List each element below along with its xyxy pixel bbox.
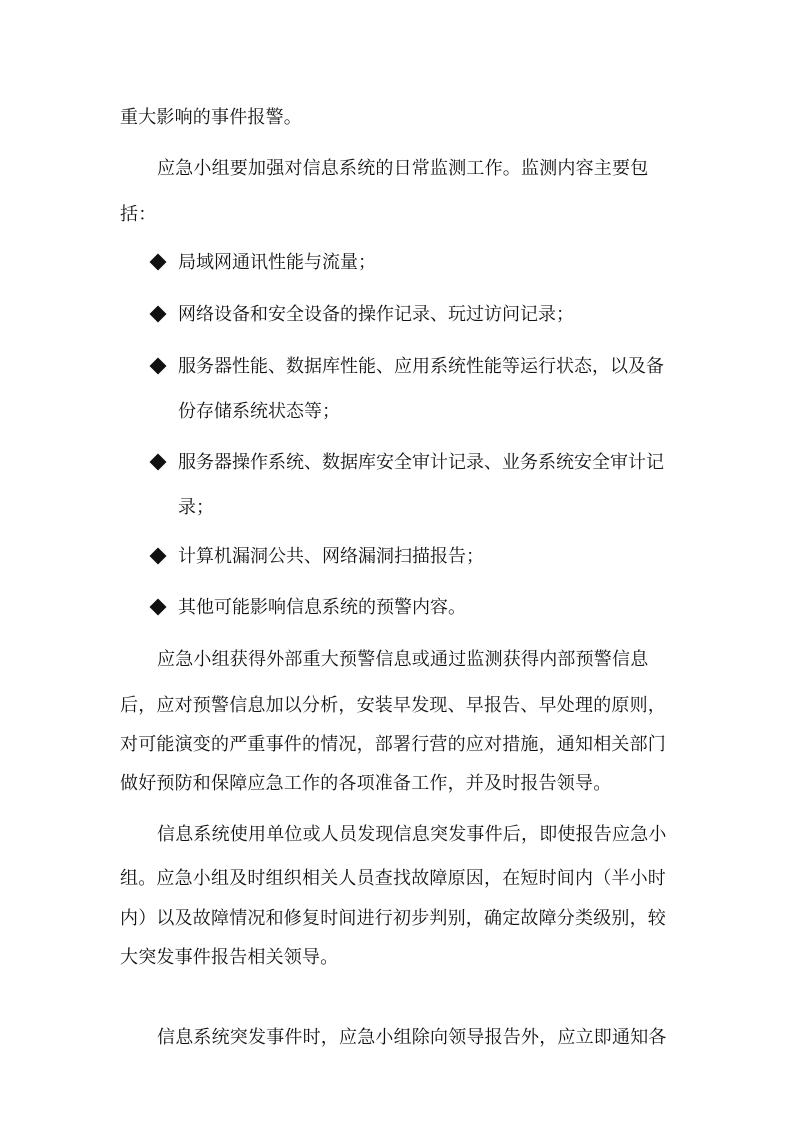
list-item-text: 服务器操作系统、数据库安全审计记录、业务系统安全审计记 [178, 452, 664, 473]
diamond-bullet-icon [150, 548, 167, 565]
list-item-continuation: 份存储系统状态等； [178, 401, 340, 422]
paragraph-line: 应急小组要加强对信息系统的日常监测工作。监测内容主要包 [157, 158, 649, 179]
paragraph-line: 括： [120, 204, 157, 225]
paragraph-line: 组。应急小组及时组织相关人员查找故障原因，在短时间内（半小时 [120, 868, 666, 889]
list-item-text: 其他可能影响信息系统的预警内容。 [178, 597, 466, 618]
diamond-bullet-icon [150, 599, 167, 616]
paragraph-line: 重大影响的事件报警。 [120, 107, 302, 128]
list-item-text: 服务器性能、数据库性能、应用系统性能等运行状态，以及备 [178, 356, 664, 377]
diamond-bullet-icon [150, 358, 167, 375]
paragraph-line: 做好预防和保障应急工作的各项准备工作，并及时报告领导。 [120, 773, 612, 794]
paragraph-line: 对可能演变的严重事件的情况，部署行营的应对措施，通知相关部门 [120, 734, 666, 755]
paragraph-line: 信息系统使用单位或人员发现信息突发事件后，即使报告应急小 [157, 824, 667, 845]
list-item-text: 计算机漏洞公共、网络漏洞扫描报告； [178, 546, 484, 567]
diamond-bullet-icon [150, 454, 167, 471]
list-item-continuation: 录； [178, 497, 214, 518]
list-item [149, 251, 689, 275]
list-item-text: 网络设备和安全设备的操作记录、玩过访问记录； [178, 304, 574, 325]
list-item [149, 545, 689, 569]
paragraph-line: 应急小组获得外部重大预警信息或通过监测获得内部预警信息 [157, 649, 649, 670]
paragraph-line: 大突发事件报告相关领导。 [120, 947, 339, 968]
paragraph-line: 信息系统突发事件时，应急小组除向领导报告外，应立即通知各 [157, 1027, 667, 1048]
paragraph-line: 后，应对预警信息加以分析，安装早发现、早报告、早处理的原则， [120, 695, 666, 716]
list-item [149, 355, 689, 379]
diamond-bullet-icon [150, 306, 167, 323]
list-item [149, 596, 689, 620]
list-item [149, 451, 689, 475]
diamond-bullet-icon [150, 254, 167, 271]
list-item-text: 局域网通讯性能与流量； [178, 252, 376, 273]
paragraph-line: 内）以及故障情况和修复时间进行初步判别，确定故障分类级别，较 [120, 908, 666, 929]
list-item [149, 303, 689, 327]
